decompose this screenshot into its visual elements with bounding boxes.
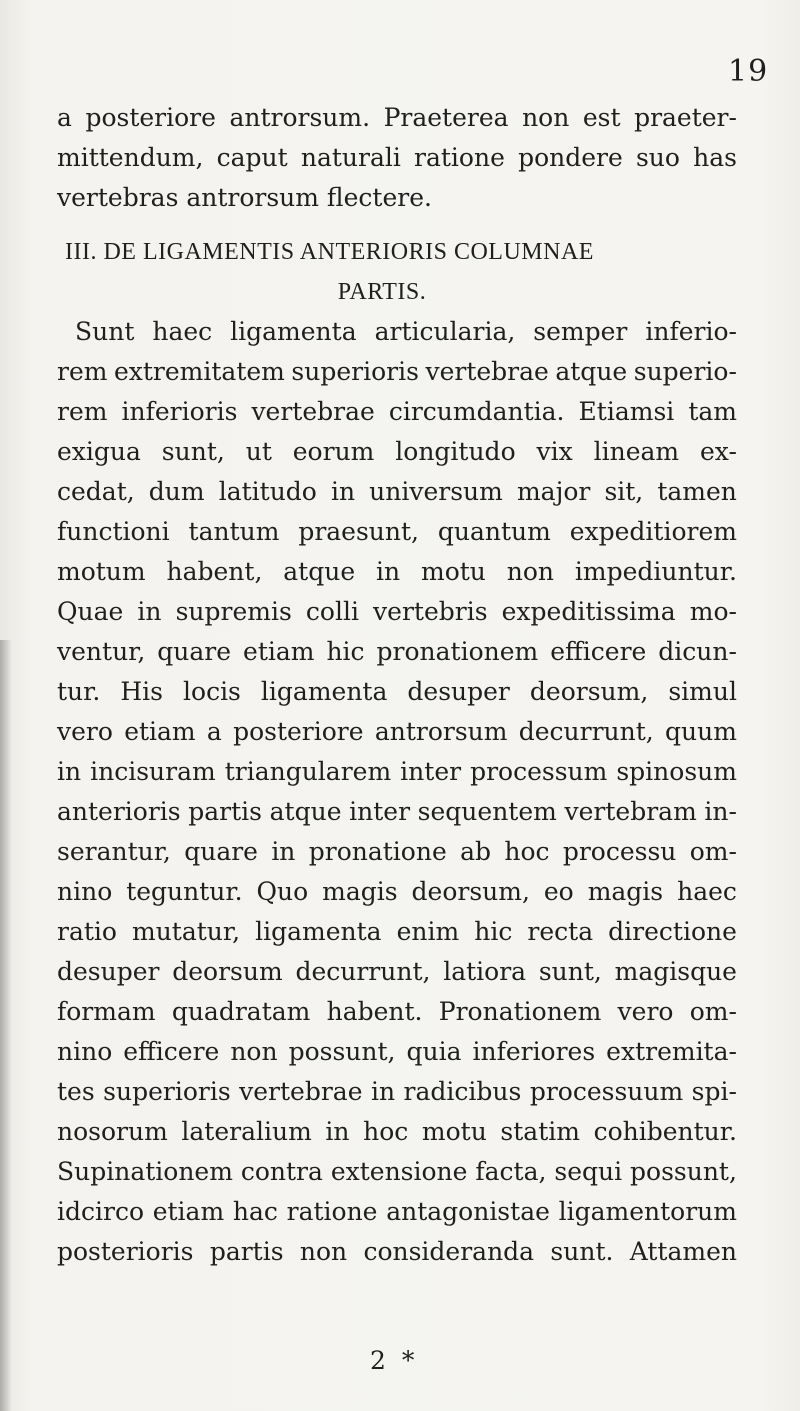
body-line: nino efficere non possunt, quia inferiores extremita- bbox=[57, 1037, 737, 1066]
body-line: tur. His locis ligamenta desuper deorsum, simul bbox=[57, 677, 737, 706]
binding-shadow bbox=[0, 640, 12, 1411]
body-line: posterioris partis non consideranda sunt. Attamen bbox=[57, 1237, 737, 1266]
body-line: rem inferioris vertebrae circumdantia. Etiamsi tam bbox=[57, 397, 737, 426]
body-line: desuper deorsum decurrunt, latiora sunt, magisque bbox=[57, 957, 737, 986]
body-line: rem extremitatem superioris vertebrae atque superio- bbox=[57, 357, 737, 386]
body-line: in incisuram triangularem inter processum spinosum bbox=[57, 757, 737, 786]
body-line: nosorum lateralium in hoc motu statim cohibentur. bbox=[57, 1117, 737, 1146]
body-line: Sunt haec ligamenta articularia, semper inferio- bbox=[75, 317, 737, 346]
body-line: anterioris partis atque inter sequentem vertebram in- bbox=[57, 797, 737, 826]
body-line: motum habent, atque in motu non impediuntur. bbox=[57, 557, 737, 586]
body-line: vero etiam a posteriore antrorsum decurrunt, quum bbox=[57, 717, 737, 746]
section-heading: III. DE LIGAMENTIS ANTERIORIS COLUMNAE bbox=[65, 239, 594, 265]
body-line: Quae in supremis colli vertebris expeditissima mo- bbox=[57, 597, 737, 626]
signature-mark: 2 * bbox=[370, 1346, 419, 1375]
body-line: ventur, quare etiam hic pronationem efficere dicun- bbox=[57, 637, 737, 666]
body-line: idcirco etiam hac ratione antagonistae ligamentorum bbox=[57, 1197, 737, 1226]
body-line: formam quadratam habent. Pronationem vero om- bbox=[57, 997, 737, 1026]
page-number: 19 bbox=[728, 54, 769, 89]
intro-line: a posteriore antrorsum. Praeterea non est praeter- bbox=[57, 103, 737, 132]
intro-line: mittendum, caput naturali ratione pondere suo has bbox=[57, 143, 737, 172]
body-line: Supinationem contra extensione facta, sequi possunt, bbox=[57, 1157, 737, 1186]
body-line: cedat, dum latitudo in universum major sit, tamen bbox=[57, 477, 737, 506]
intro-line: vertebras antrorsum flectere. bbox=[57, 183, 432, 212]
body-line: serantur, quare in pronatione ab hoc processu om- bbox=[57, 837, 737, 866]
body-line: ratio mutatur, ligamenta enim hic recta directione bbox=[57, 917, 737, 946]
page-text bbox=[57, 98, 737, 1272]
section-heading-continued: PARTIS. bbox=[337, 279, 427, 305]
body-line: nino teguntur. Quo magis deorsum, eo magis haec bbox=[57, 877, 737, 906]
body-line: exigua sunt, ut eorum longitudo vix lineam ex- bbox=[57, 437, 737, 466]
body-line: functioni tantum praesunt, quantum expeditiorem bbox=[57, 517, 737, 546]
body-line: tes superioris vertebrae in radicibus processuum spi- bbox=[57, 1077, 737, 1106]
